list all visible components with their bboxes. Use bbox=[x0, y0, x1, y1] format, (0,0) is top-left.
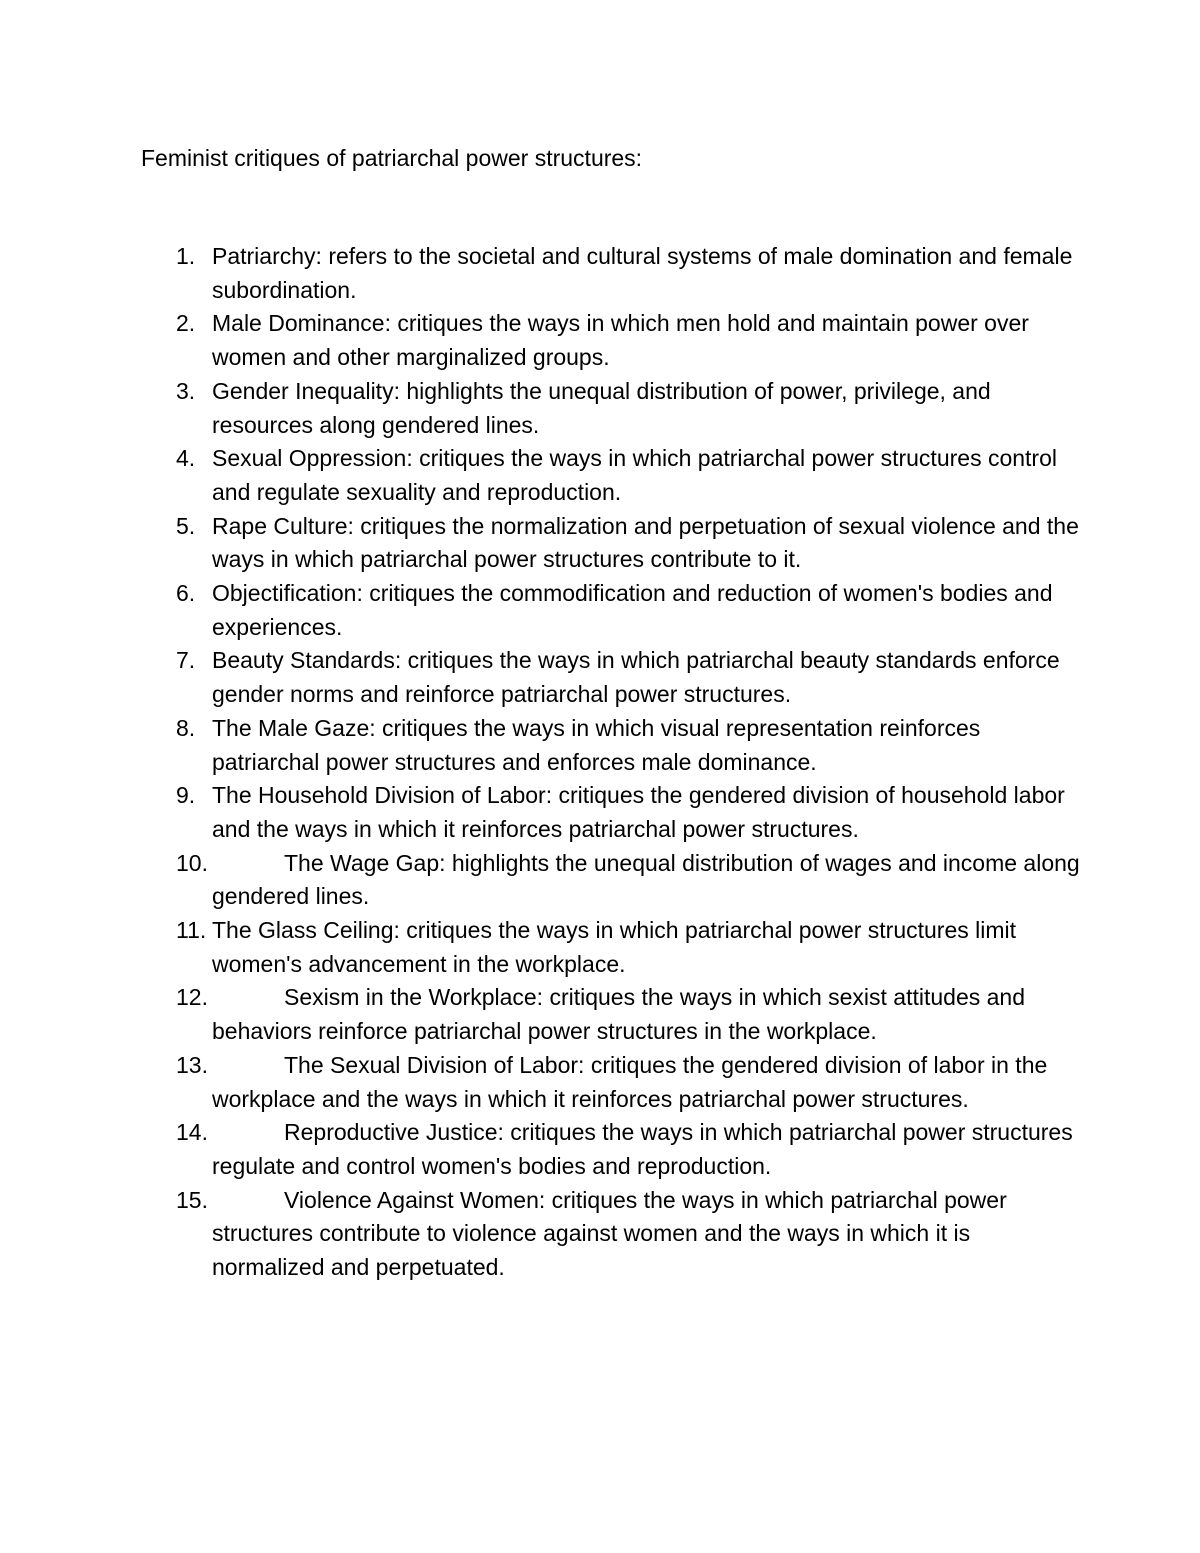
list-item-number: 4. bbox=[176, 445, 196, 472]
list-item-text: Male Dominance: critiques the ways in which men hold and maintain power over women and other marginalized groups. bbox=[212, 310, 1029, 371]
list-item-number: 3. bbox=[176, 377, 196, 404]
list-item bbox=[0, 644, 1200, 711]
list-item-text: The Male Gaze: critiques the ways in which visual representation reinforces patriarchal power structures and enforces male dominance. bbox=[212, 714, 981, 775]
list-item-number: 13. bbox=[176, 1051, 208, 1078]
list-item-number: 14. bbox=[176, 1119, 208, 1146]
list-item bbox=[0, 914, 1200, 981]
list-item bbox=[0, 510, 1200, 577]
list-item bbox=[0, 981, 1200, 1048]
list-item bbox=[0, 847, 1200, 914]
list-item-text: The Glass Ceiling: critiques the ways in which patriarchal power structures limit women's advancement in the workplace. bbox=[212, 917, 1017, 977]
list-item-number: 1. bbox=[176, 243, 196, 269]
list-item-number: 6. bbox=[176, 580, 196, 607]
list-item-text: Patriarchy: refers to the societal and cultural systems of male domination and female subordination. bbox=[212, 243, 1073, 303]
list-item bbox=[0, 712, 1200, 779]
list-item-text: Sexism in the Workplace: critiques the ways in which sexist attitudes and behaviors reinforce patriarchal power structures in the workplace. bbox=[212, 984, 1026, 1045]
list-item bbox=[0, 375, 1200, 442]
list-item-number: 8. bbox=[176, 714, 196, 741]
list-item-text: Reproductive Justice: critiques the ways in which patriarchal power structures regulate and control women's bodies and reproduction. bbox=[212, 1119, 1073, 1179]
list-item-text: The Sexual Division of Labor: critiques the gendered division of labor in the workplace and the ways in which it reinforces patriarchal power structures. bbox=[212, 1051, 1048, 1112]
list-item-text: The Wage Gap: highlights the unequal distribution of wages and income along gendered lines. bbox=[212, 849, 1080, 910]
list-item bbox=[0, 1116, 1200, 1183]
list-item-number: 2. bbox=[176, 310, 196, 337]
list-item-number: 12. bbox=[176, 984, 208, 1011]
list-item-text: Rape Culture: critiques the normalization and perpetuation of sexual violence and the ways in which patriarchal power structures contribute to it. bbox=[212, 512, 1079, 573]
page-title: Feminist critiques of patriarchal power structures: bbox=[141, 145, 643, 171]
list-item-number: 7. bbox=[176, 647, 196, 674]
list-item-number: 11. bbox=[176, 917, 207, 944]
list-item-number: 9. bbox=[176, 782, 196, 809]
list-item bbox=[0, 1184, 1200, 1285]
list-item-number: 5. bbox=[176, 512, 196, 539]
list-item bbox=[0, 307, 1200, 374]
list-item-text: Gender Inequality: highlights the unequal distribution of power, privilege, and resources along gendered lines. bbox=[212, 377, 991, 438]
list-item-text: Sexual Oppression: critiques the ways in which patriarchal power structures control and regulate sexuality and reproduction. bbox=[212, 445, 1057, 505]
list-item bbox=[0, 442, 1200, 509]
list-item-number: 15. bbox=[176, 1186, 208, 1213]
list-item bbox=[0, 779, 1200, 846]
list-item-text: The Household Division of Labor: critiques the gendered division of household labor and the ways in which it reinforces patriarchal power structures. bbox=[212, 782, 1065, 842]
critique-list bbox=[0, 240, 1200, 1285]
list-item bbox=[0, 240, 1200, 307]
list-item-text: Violence Against Women: critiques the ways in which patriarchal power structures contribute to violence against women and the ways in which it is normalized and perpetuated. bbox=[212, 1186, 1007, 1281]
list-item-text: Beauty Standards: critiques the ways in which patriarchal beauty standards enforce gender norms and reinforce patriarchal power structures. bbox=[212, 647, 1060, 708]
list-item-text: Objectification: critiques the commodification and reduction of women's bodies and experiences. bbox=[212, 580, 1053, 640]
list-item bbox=[0, 577, 1200, 644]
list-item bbox=[0, 1049, 1200, 1116]
list-item-number: 10. bbox=[176, 849, 208, 876]
